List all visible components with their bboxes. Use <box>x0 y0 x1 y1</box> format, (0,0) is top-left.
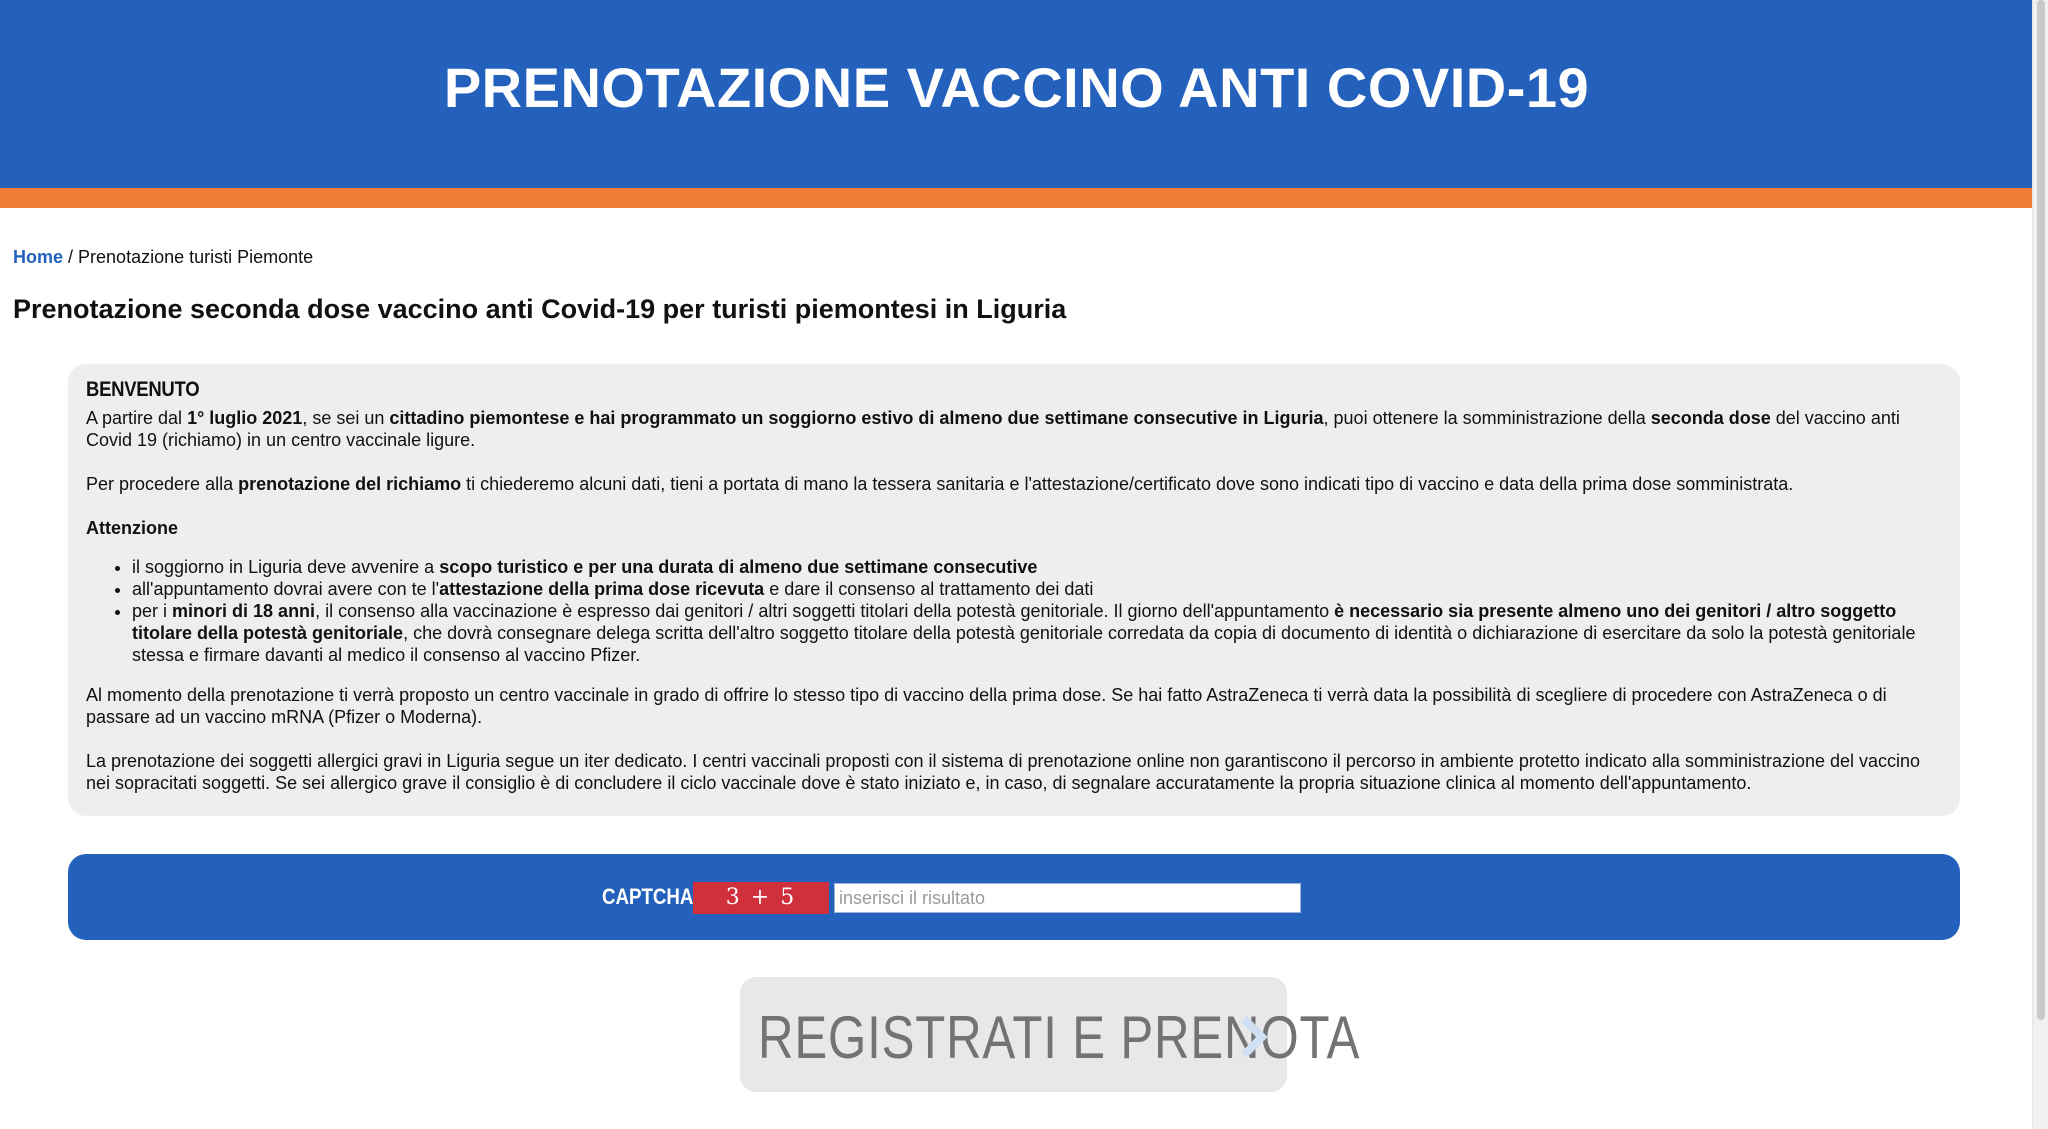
attention-item-stay: • il soggiorno in Liguria deve avvenire a scopo turistico e per una durata di almeno due settimane consecutive <box>132 556 1942 578</box>
info-paragraph-intro: A partire dal 1° luglio 2021, se sei un cittadino piemontese e hai programmato un soggiorno estivo di almeno due settimane consecutive in Liguria, puoi ottenere la somministrazione della seconda dose del vaccino anti Covid 19 (richiamo) in un centro vaccinale ligure. <box>86 408 1900 450</box>
breadcrumb-separator: / <box>63 247 79 267</box>
attention-list <box>86 556 1942 666</box>
welcome-info-box <box>68 364 1960 816</box>
info-paragraph-vaccine-type: Al momento della prenotazione ti verrà proposto un centro vaccinale in grado di offrire lo stesso tipo di vaccino della prima dose. Se hai fatto AstraZeneca ti verrà data la possibilità di scegliere di procedere con AstraZeneca o di passare ad un vaccino mRNA (Pfizer o Moderna). <box>86 685 1887 727</box>
attention-item-certificate: • all'appuntamento dovrai avere con te l'attestazione della prima dose ricevuta e dare il consenso al trattamento dei dati <box>132 578 1942 600</box>
attention-heading: Attenzione <box>86 518 178 538</box>
scrollbar-thumb[interactable] <box>2037 0 2045 1020</box>
info-paragraph-allergic: La prenotazione dei soggetti allergici gravi in Liguria segue un iter dedicato. I centri vaccinali proposti con il sistema di prenotazione online non garantiscono il percorso in ambiente protetto indicato alla somministrazione del vaccino nei sopracitati soggetti. Se sei allergico grave il consiglio è di concludere il ciclo vaccinale dove è stato iniziato e, in caso, di segnalare accuratamente la propria situazione clinica al momento dell'appuntamento. <box>86 751 1921 793</box>
captcha-input[interactable] <box>834 883 1301 913</box>
site-header <box>0 0 2033 188</box>
attention-item-minors: • per i minori di 18 anni, il consenso alla vaccinazione è espresso dai genitori / altri soggetti titolari della potestà genitoriale. Il giorno dell'appuntamento è necessario sia presente almeno uno dei genitori / altro soggetto titolare della potestà genitoriale, che dovrà consegnare delega scritta dell'altro soggetto titolare della potestà genitoriale corredata da copia di documento di identità o dichiarazione di esercitare da solo la potestà genitoriale stessa e firmare davanti al medico il consenso al vaccino Pfizer. <box>132 600 1942 666</box>
chevron-right-icon <box>1236 1015 1272 1059</box>
header-accent-bar <box>0 188 2033 208</box>
info-paragraph-booking: Per procedere alla prenotazione del richiamo ti chiederemo alcuni dati, tieni a portata di mano la tessera sanitaria e l'attestazione/certificato dove sono indicati tipo di vaccino e data della prima dose somministrata. <box>86 474 1794 494</box>
register-and-book-button[interactable] <box>740 977 1361 1092</box>
page-title: Prenotazione seconda dose vaccino anti Covid-19 per turisti piemontesi in Liguria <box>13 294 1067 324</box>
site-title: PRENOTAZIONE VACCINO ANTI COVID-19 <box>443 56 1590 119</box>
page-scrollbar[interactable] <box>2032 0 2048 1129</box>
breadcrumb <box>13 247 313 268</box>
captcha-bar <box>68 854 1960 940</box>
captcha-challenge: 3 + 5 <box>693 882 829 914</box>
register-button-label: REGISTRATI E PRENOTA <box>758 1004 1361 1071</box>
info-heading: BENVENUTO <box>86 378 200 401</box>
breadcrumb-home-link[interactable]: Home <box>13 247 64 267</box>
breadcrumb-current: Prenotazione turisti Piemonte <box>78 247 314 267</box>
captcha-label: CAPTCHA <box>602 884 694 909</box>
